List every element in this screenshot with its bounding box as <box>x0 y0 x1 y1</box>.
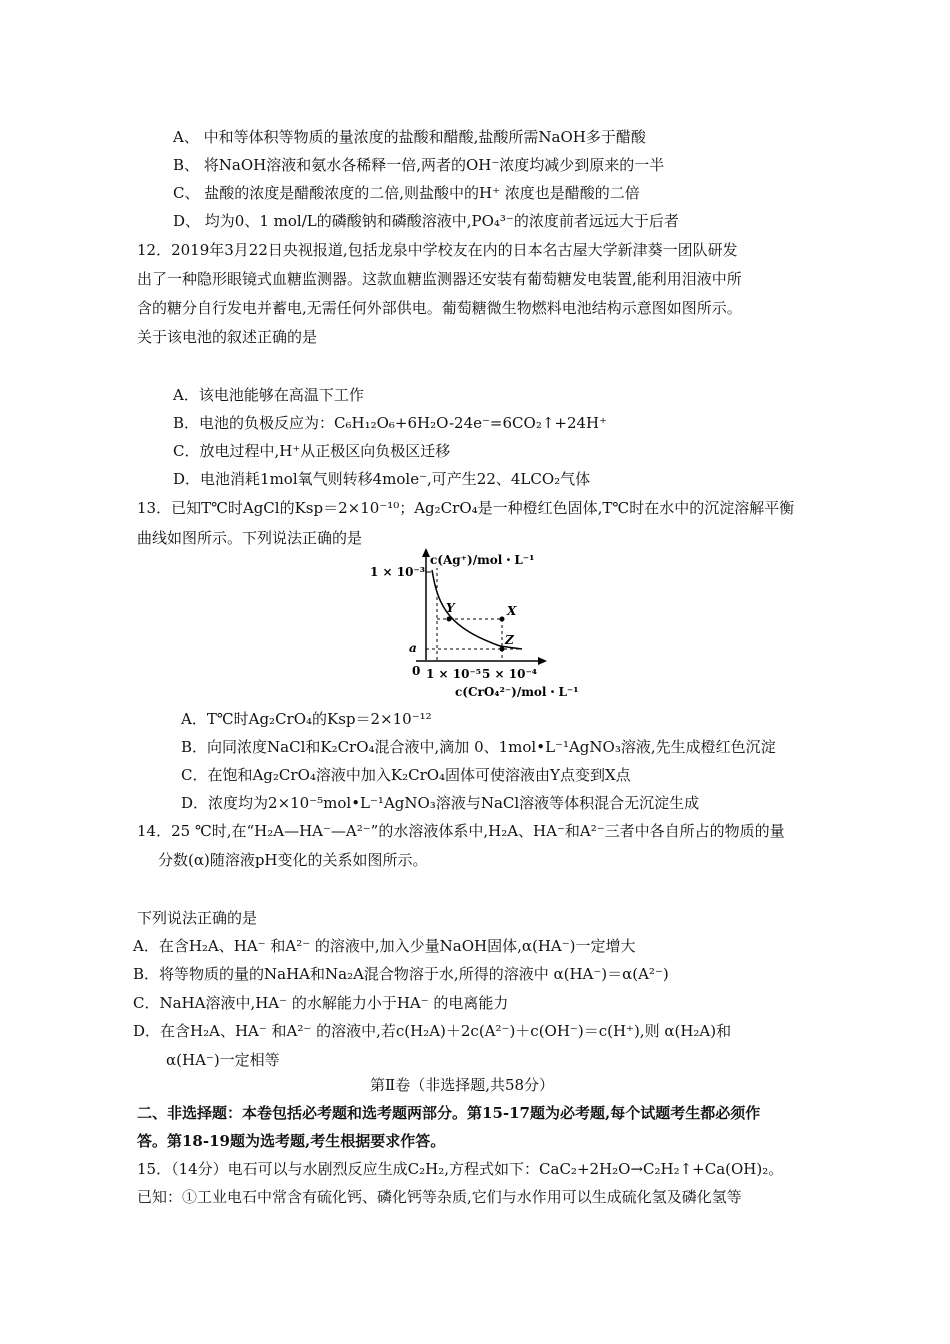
point-y-marker <box>447 617 452 622</box>
q12-stem-line2: 出了一种隐形眼镜式血糖监测器。这款血糖监测器还安装有葡萄糖发电装置,能利用泪液中所 <box>137 270 742 288</box>
q14-stem-line1: 14．25 ℃时,在“H₂A—HA⁻—A²⁻”的水溶液体系中,H₂A、HA⁻和A²⁻三者中各自所占的物质的量 <box>137 822 785 840</box>
q13-option-d: D．浓度均为2×10⁻⁵mol•L⁻¹AgNO₃溶液与NaCl溶液等体积混合无沉淀生成 <box>181 794 700 812</box>
q11-option-b: B、 将NaOH溶液和氨水各稀释一倍,两者的OH⁻浓度均减少到原来的一半 <box>173 156 665 174</box>
y-tick-top: 1 × 10⁻³ <box>370 565 426 579</box>
q13-option-b: B．向同浓度NaCl和K₂CrO₄混合液中,滴加 0、1mol•L⁻¹AgNO₃溶液,先生成橙红色沉淀 <box>181 738 776 756</box>
q14-option-d-line1: D．在含H₂A、HA⁻ 和A²⁻ 的溶液中,若c(H₂A)＋2c(A²⁻)＋c(OH⁻)＝c(H⁺),则 α(H₂A)和 <box>133 1022 732 1040</box>
q12-option-c: C．放电过程中,H⁺从正极区向负极区迁移 <box>173 442 451 460</box>
q15-stem-line1: 15．（14分）电石可以与水剧烈反应生成C₂H₂,方程式如下：CaC₂+2H₂O→C₂H₂↑+Ca(OH)₂。 <box>137 1160 784 1178</box>
y-tick-a: a <box>409 641 417 655</box>
point-z-label: Z <box>505 633 514 647</box>
q14-stem-line3: 下列说法正确的是 <box>137 909 258 927</box>
point-z-marker <box>500 647 505 652</box>
q13-stem-line1: 13．已知T℃时AgCl的Ksp＝2×10⁻¹⁰；Ag₂CrO₄是一种橙红色固体,T℃时在水中的沉淀溶解平衡 <box>137 499 795 517</box>
y-axis-label: c(Ag⁺)/mol・L⁻¹ <box>430 553 535 567</box>
q14-stem-line2: 分数(α)随溶液pH变化的关系如图所示。 <box>158 851 428 869</box>
q12-option-d: D．电池消耗1mol氧气则转移4mole⁻,可产生22、4LCO₂气体 <box>173 470 591 488</box>
q14-option-b: B．将等物质的量的NaHA和Na₂A混合物溶于水,所得的溶液中 α(HA⁻)＝α(A²⁻) <box>133 965 669 983</box>
part2-intro-line2: 答。第18-19题为选考题,考生根据要求作答。 <box>137 1132 446 1150</box>
point-x-label: X <box>507 604 517 618</box>
part2-intro-line1: 二、非选择题：本卷包括必考题和选考题两部分。第15-17题为必考题,每个试题考生都必须作 <box>137 1104 761 1122</box>
part2-title: 第Ⅱ卷（非选择题,共58分） <box>370 1076 555 1094</box>
q14-option-a: A．在含H₂A、HA⁻ 和A²⁻ 的溶液中,加入少量NaOH固体,α(HA⁻)一定增大 <box>133 937 636 955</box>
origin-label: 0 <box>412 664 421 678</box>
x-axis-label: c(CrO₄²⁻)/mol・L⁻¹ <box>455 685 579 699</box>
q12-option-a: A．该电池能够在高温下工作 <box>173 386 364 404</box>
x-tick-2: 5 × 10⁻⁴ <box>482 667 538 681</box>
q12-option-b: B．电池的负极反应为：C₆H₁₂O₆+6H₂O-24e⁻=6CO₂↑+24H⁺ <box>173 414 608 432</box>
q14-option-d-line2: α(HA⁻)一定相等 <box>166 1051 280 1069</box>
q11-option-d: D、 均为0、1 mol/L的磷酸钠和磷酸溶液中,PO₄³⁻的浓度前者远远大于后者 <box>173 212 679 230</box>
q13-option-c: C．在饱和Ag₂CrO₄溶液中加入K₂CrO₄固体可使溶液由Y点变到X点 <box>181 766 631 784</box>
y-axis-arrow <box>422 548 430 557</box>
q12-stem-line4: 关于该电池的叙述正确的是 <box>137 328 318 346</box>
q11-option-c: C、 盐酸的浓度是醋酸浓度的二倍,则盐酸中的H⁺ 浓度也是醋酸的二倍 <box>173 184 640 202</box>
q14-option-c: C．NaHA溶液中,HA⁻ 的水解能力小于HA⁻ 的电离能力 <box>133 994 509 1012</box>
x-tick-1: 1 × 10⁻⁵ <box>426 667 482 681</box>
point-y-label: Y <box>446 601 455 615</box>
point-x-marker <box>500 617 505 622</box>
q13-option-a: A．T℃时Ag₂CrO₄的Ksp＝2×10⁻¹² <box>181 710 432 728</box>
q12-stem-line3: 含的糖分自行发电并蓄电,无需任何外部供电。葡萄糖微生物燃料电池结构示意图如图所示。 <box>137 299 742 317</box>
q15-stem-line2: 已知：①工业电石中常含有硫化钙、磷化钙等杂质,它们与水作用可以生成硫化氢及磷化氢等 <box>137 1188 742 1206</box>
q13-stem-line2: 曲线如图所示。下列说法正确的是 <box>137 529 363 547</box>
q12-stem-line1: 12．2019年3月22日央视报道,包括龙泉中学校友在内的日本名古屋大学新津葵一团队研发 <box>137 241 738 259</box>
solubility-curve-graph <box>360 548 580 700</box>
q11-option-a: A、 中和等体积等物质的量浓度的盐酸和醋酸,盐酸所需NaOH多于醋酸 <box>173 128 646 146</box>
x-axis-arrow <box>538 657 547 665</box>
